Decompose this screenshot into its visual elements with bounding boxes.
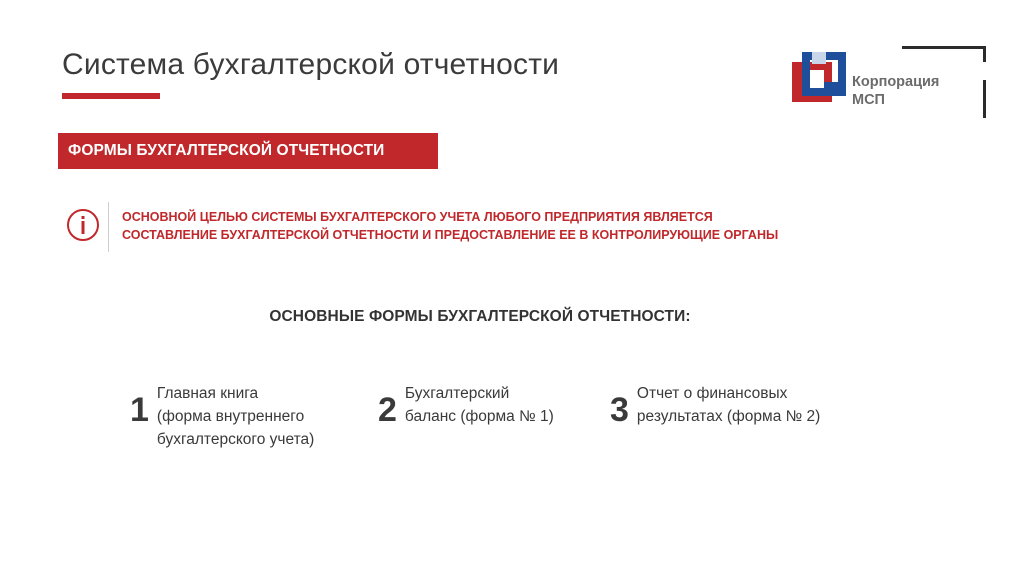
corner-frame-top [902, 46, 986, 49]
form-description [157, 382, 314, 451]
form-description-line: бухгалтерского учета) [156, 431, 315, 448]
corner-frame-side [983, 46, 986, 118]
form-description-line: Бухгалтерский [404, 385, 510, 402]
section-label-text: ФОРМЫ БУХГАЛТЕРСКОЙ ОТЧЕТНОСТИ [68, 142, 385, 159]
form-description-line: баланс (форма № 1) [404, 408, 554, 425]
forms-subheading: ОСНОВНЫЕ ФОРМЫ БУХГАЛТЕРСКОЙ ОТЧЕТНОСТИ: [269, 308, 691, 325]
form-description-line: Главная книга [156, 385, 259, 402]
logo-text-line2: МСП [852, 92, 885, 108]
form-number: 3 [610, 391, 629, 429]
form-item-1 [130, 382, 314, 451]
info-divider [108, 202, 109, 252]
form-description [637, 382, 820, 428]
form-item-3 [610, 382, 820, 430]
logo-text-line1: Корпорация [852, 74, 940, 90]
logo-text [852, 73, 939, 109]
corner-frame-gap [983, 62, 986, 80]
form-description [405, 382, 554, 428]
form-description-line: Отчет о финансовых [636, 385, 788, 402]
info-icon [66, 208, 100, 242]
section-label [58, 133, 438, 169]
form-number: 2 [378, 391, 397, 429]
info-text-line1: ОСНОВНОЙ ЦЕЛЬЮ СИСТЕМЫ БУХГАЛТЕРСКОГО УЧЕТА ЛЮБОГО ПРЕДПРИЯТИЯ ЯВЛЯЕТСЯ [122, 210, 713, 224]
page-title: Система бухгалтерской отчетности [62, 48, 560, 81]
form-description-line: (форма внутреннего [156, 408, 305, 425]
info-text [122, 208, 778, 244]
form-description-line: результатах (форма № 2) [636, 408, 821, 425]
info-text-line2: СОСТАВЛЕНИЕ БУХГАЛТЕРСКОЙ ОТЧЕТНОСТИ И ПРЕДОСТАВЛЕНИЕ ЕЕ В КОНТРОЛИРУЮЩИЕ ОРГАНЫ [122, 228, 779, 242]
form-item-2 [378, 382, 554, 430]
form-number: 1 [130, 391, 149, 429]
corporation-msp-logo [790, 52, 850, 108]
title-underline [62, 93, 160, 99]
